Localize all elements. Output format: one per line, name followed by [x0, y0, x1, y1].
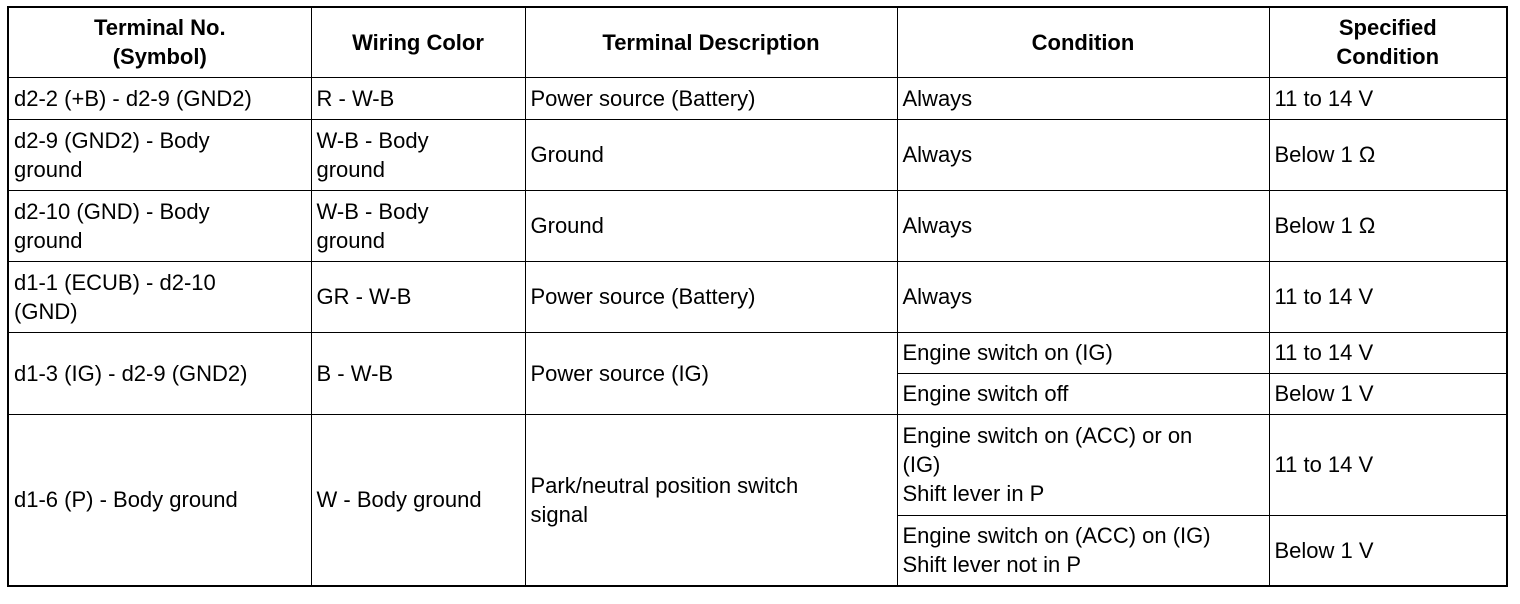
- condition-cell: Always: [897, 190, 1269, 261]
- description-cell: Ground: [525, 190, 897, 261]
- terminal-cell: d2-2 (+B) - d2-9 (GND2): [8, 77, 311, 119]
- wiring-color-cell: W-B - Body ground: [311, 119, 525, 190]
- wiring-color-cell: W - Body ground: [311, 414, 525, 586]
- specified-condition-cell: Below 1 V: [1269, 515, 1507, 586]
- description-cell: Power source (IG): [525, 332, 897, 414]
- condition-cell: Always: [897, 261, 1269, 332]
- description-cell: Power source (Battery): [525, 261, 897, 332]
- condition-cell: Engine switch off: [897, 373, 1269, 414]
- header-terminal-no: Terminal No. (Symbol): [8, 7, 311, 77]
- terminal-cell: d1-3 (IG) - d2-9 (GND2): [8, 332, 311, 414]
- terminal-cell: d2-9 (GND2) - Body ground: [8, 119, 311, 190]
- header-terminal-description: Terminal Description: [525, 7, 897, 77]
- condition-cell: Engine switch on (IG): [897, 332, 1269, 373]
- description-cell: Ground: [525, 119, 897, 190]
- wiring-color-cell: W-B - Body ground: [311, 190, 525, 261]
- specified-condition-cell: 11 to 14 V: [1269, 77, 1507, 119]
- specified-condition-cell: Below 1 Ω: [1269, 190, 1507, 261]
- specified-condition-cell: Below 1 Ω: [1269, 119, 1507, 190]
- table-row: [8, 261, 1507, 332]
- table-row: [8, 414, 1507, 515]
- specified-condition-cell: 11 to 14 V: [1269, 414, 1507, 515]
- condition-cell: Always: [897, 119, 1269, 190]
- wiring-color-cell: GR - W-B: [311, 261, 525, 332]
- terminal-cell: d1-1 (ECUB) - d2-10 (GND): [8, 261, 311, 332]
- wiring-color-cell: B - W-B: [311, 332, 525, 414]
- condition-cell: Engine switch on (ACC) or on (IG) Shift lever in P: [897, 414, 1269, 515]
- terminal-cell: d1-6 (P) - Body ground: [8, 414, 311, 586]
- header-wiring-color: Wiring Color: [311, 7, 525, 77]
- table-row: [8, 119, 1507, 190]
- wiring-color-cell: R - W-B: [311, 77, 525, 119]
- specified-condition-cell: 11 to 14 V: [1269, 332, 1507, 373]
- condition-cell: Engine switch on (ACC) on (IG) Shift lever not in P: [897, 515, 1269, 586]
- table-row: [8, 190, 1507, 261]
- description-cell: Power source (Battery): [525, 77, 897, 119]
- header-specified-condition: Specified Condition: [1269, 7, 1507, 77]
- condition-cell: Always: [897, 77, 1269, 119]
- table-header-row: [8, 7, 1507, 77]
- terminal-cell: d2-10 (GND) - Body ground: [8, 190, 311, 261]
- description-cell: Park/neutral position switch signal: [525, 414, 897, 586]
- table-row: [8, 332, 1507, 373]
- table-row: [8, 77, 1507, 119]
- specified-condition-cell: Below 1 V: [1269, 373, 1507, 414]
- specified-condition-cell: 11 to 14 V: [1269, 261, 1507, 332]
- header-condition: Condition: [897, 7, 1269, 77]
- terminal-spec-table: [7, 6, 1508, 587]
